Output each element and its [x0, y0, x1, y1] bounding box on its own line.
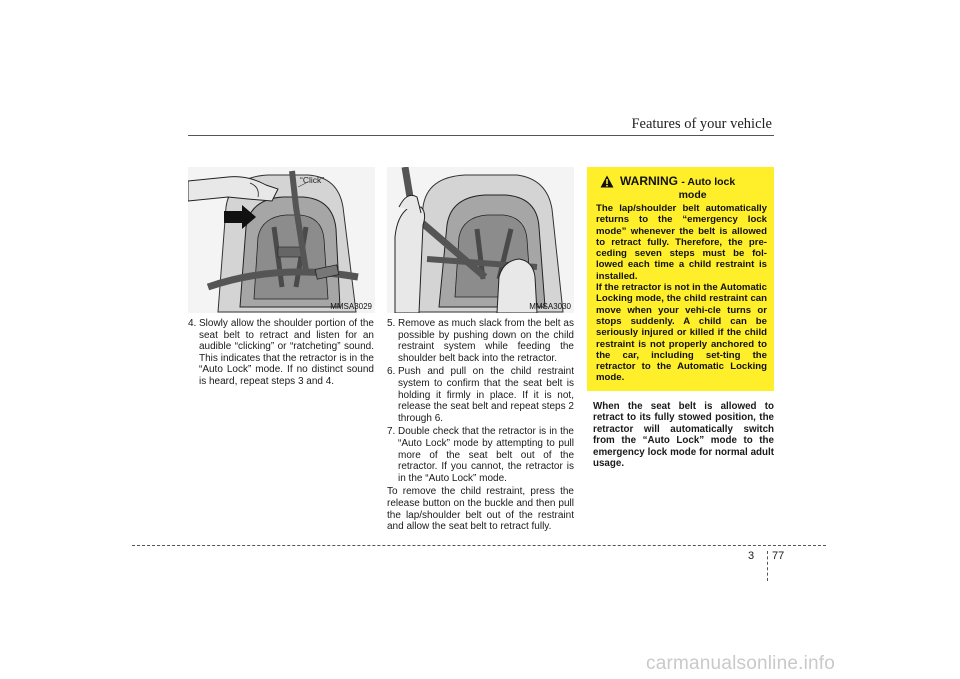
- warning-subtitle: - Auto lock: [681, 176, 736, 188]
- illustration-child-seat-retractor: [188, 167, 375, 313]
- step-text: Remove as much slack from the belt as possible by pushing down on the child restraint system while feeding the shoulder belt back into the retractor.: [398, 318, 574, 364]
- removal-paragraph: To remove the child restraint, press the release button on the buckle and then pull the lap/shoulder belt out of the restraint and allow the seat belt to retract fully.: [387, 486, 574, 533]
- stowed-position-note: When the seat belt is allowed to retract to its fully stowed position, the retractor will automatically switch from the “Auto Lock” mode to the emergency lock mode for normal adult usage.: [593, 401, 774, 470]
- step-text: Double check that the retractor is in the “Auto Lock” mode by attempting to pull more of the seat belt out of the retractor. If you cannot, the retractor is in the “Auto Lock” mode.: [398, 426, 574, 484]
- chapter-number: 3: [748, 550, 755, 562]
- warning-triangle-icon: [600, 175, 614, 188]
- footer-rule: [132, 545, 826, 546]
- column-1-text: [188, 318, 374, 388]
- warning-subtitle-mode: mode: [678, 188, 707, 201]
- step-text: Push and pull on the child restraint system to confirm that the seat belt is holding it firmly in place. If it is not, release the seat belt and repeat steps 2 through 6.: [398, 366, 574, 424]
- step-item: [387, 366, 574, 424]
- illustration-child-seat-tighten: [387, 167, 574, 313]
- warning-paragraph: The lap/shoulder belt automatically returns to the “emergency lock mode” whenever the belt is allowed to retract fully. Therefore, the pre-ceding seven steps must be fol-lowed each time a child restraint is installed.: [596, 203, 767, 282]
- warning-box: [587, 167, 774, 391]
- warning-label: WARNING: [620, 174, 678, 188]
- warning-body: [596, 203, 767, 384]
- step-number: 7.: [387, 426, 396, 438]
- warning-header: [596, 175, 767, 201]
- figure-code: MMSA3030: [529, 302, 571, 311]
- step-item: [387, 426, 574, 484]
- figure-push-pull-restraint: [387, 167, 574, 313]
- column-2-text: [387, 318, 574, 535]
- step-item: [188, 318, 374, 388]
- section-title: Features of your vehicle: [631, 116, 772, 132]
- warning-paragraph: If the retractor is not in the Automatic Locking mode, the child restraint can move when your vehi-cle turns or stops suddenly. A child can be seriously injured or killed if the child restraint is not properly anchored to the car, including set-ting the retractor to the Automatic Locking mode.: [596, 282, 767, 384]
- page-number-separator: [767, 551, 768, 581]
- step-text: Slowly allow the shoulder portion of the seat belt to retract and listen for an audible “clicking” or “ratcheting” sound. This indicates that the retractor is in the “Auto Lock” mode. If no distinct sound is heard, repeat steps 3 and 4.: [199, 318, 374, 387]
- step-number: 4.: [188, 318, 197, 329]
- step-number: 6.: [387, 366, 396, 378]
- step-number: 5.: [387, 318, 396, 329]
- page-number: 77: [772, 550, 785, 562]
- click-callout: “Click”: [300, 175, 325, 185]
- header-rule: [188, 135, 774, 136]
- step-item: [387, 318, 574, 364]
- figure-seat-belt-click: [188, 167, 375, 313]
- watermark: carmanualsonline.info: [646, 653, 836, 674]
- figure-code: MMSA3029: [330, 302, 372, 311]
